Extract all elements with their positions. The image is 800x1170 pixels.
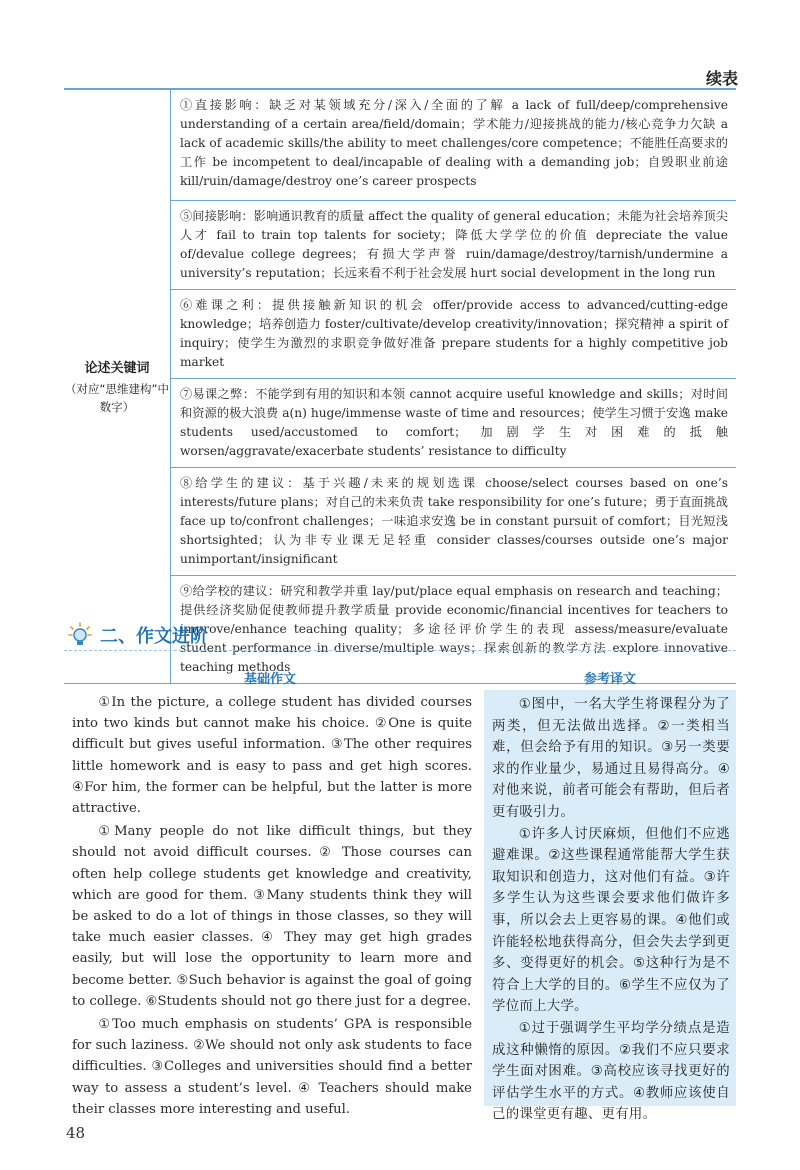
keyword-label-sub: （对应“思维建构”中数字） bbox=[65, 382, 169, 414]
translation-paragraph: ①过于强调学生平均学分绩点是造成这种懒惰的原因。②我们不应只要求学生面对困难。③高校应该寻找更好的评估学生水平的方式。④教师应该使自己的课堂更有趣、更有用。 bbox=[492, 1020, 730, 1123]
page-number: 48 bbox=[66, 1124, 86, 1142]
essay-paragraph: ①Too much emphasis on students’ GPA is responsible for such laziness. ②We should not only ask students to face difficulties. ③Colleges and universities should find a better way to assess a student’s level. ④ Teachers should make their classes more interesting and useful. bbox=[72, 1017, 472, 1117]
keyword-cell: ⑧给学生的建议：基于兴趣/未来的规划选课 choose/select courses based on one’s interests/future plans；对自己的未来负责 take responsibility for one’s future；勇于直面挑战 face up to/confront challenges；一味追求安逸 be in constant pursuit of comfort；目光短浅 shortsighted；认为非专业课无足轻重 consider classes/courses outside one’s major unimportant/insignificant bbox=[171, 468, 737, 576]
translation-title: 参考译文 bbox=[583, 672, 636, 687]
essay-body bbox=[72, 692, 472, 1122]
section-title: 二、作文进阶 bbox=[100, 626, 208, 647]
keyword-cell: ⑥难课之利：提供接触新知识的机会 offer/provide access to advanced/cutting-edge knowledge；培养创造力 foster/cultivate/develop creativity/innovation；探究精神 a spirit of inquiry；使学生为激烈的求职竞争做好准备 prepare students for a highly competitive job market bbox=[171, 290, 737, 379]
keyword-cell: ①直接影响：缺乏对某领域充分/深入/全面的了解 a lack of full/deep/comprehensive understanding of a certain area/field/domain；学术能力/迎接挑战的能力/核心竞争力欠缺 a lack of academic skills/the ability to meet challenges/core competence；不能胜任高要求的工作 be incompetent to deal/incapable of dealing with a demanding job；自毁职业前途 kill/ruin/damage/destroy one’s career prospects bbox=[171, 90, 737, 201]
lightbulb-icon bbox=[68, 622, 92, 648]
keyword-cell: ⑨给学校的建议：研究和教学并重 lay/put/place equal emphasis on research and teaching；提供经济奖励促使教师提升教学质量 provide economic/financial incentives for teachers to improve/enhance teaching quality；多途径评价学生的表现 assess/measure/evaluate student performance in diverse/multiple ways；探索创新的教学方法 explore innovative teaching methods bbox=[171, 576, 737, 684]
section-divider bbox=[64, 650, 736, 651]
translation-body bbox=[492, 694, 730, 1126]
essay-title: 基础作文 bbox=[243, 672, 296, 687]
essay-paragraph: ①Many people do not like difficult things, but they should not avoid difficult courses. ② Those courses can often help college students get knowledge and creativity, which are good for them. ③Many students think they will be asked to do a lot of things in those classes, so they will take much easier classes. ④ They may get high grades easily, but will lose the opportunity to learn more and become better. ⑤Such behavior is against the goal of going to college. ⑥Students should not go there just for a degree. bbox=[72, 824, 472, 1009]
keyword-label-main: 论述关键词 bbox=[84, 361, 150, 376]
keyword-cell: ⑦易课之弊：不能学到有用的知识和本领 cannot acquire useful knowledge and skills；对时间和资源的极大浪费 a(n) huge/immense waste of time and resources；使学生习惯于安逸 make students used/accustomed to comfort；加剧学生对困难的抵触 worsen/aggravate/exacerbate students’ resistance to difficulty bbox=[171, 379, 737, 468]
essay-paragraph: ①In the picture, a college student has divided courses into two kinds but cannot make his choice. ②One is quite difficult but gives useful information. ③The other requires little homework and is easy to pass and get high scores. ④For him, the former can be helpful, but the latter is more attractive. bbox=[72, 695, 472, 817]
continue-label: 续表 bbox=[705, 69, 738, 88]
translation-paragraph: ①图中，一名大学生将课程分为了两类，但无法做出选择。②一类相当难，但会给予有用的知识。③另一类要求的作业量少，易通过且易得高分。④对他来说，前者可能会有帮助，但后者更有吸引力。 bbox=[492, 697, 730, 820]
keyword-table bbox=[64, 89, 736, 684]
section-heading bbox=[68, 621, 736, 649]
translation-paragraph: ①许多人讨厌麻烦，但他们不应逃避难课。②这些课程通常能帮大学生获取知识和创造力，这对他们有益。③许多学生认为这些课会要求他们做许多事，所以会去上更容易的课。④他们或许能轻松地获得高分，但会失去学到更多、变得更好的机会。⑤这种行为是不符合上大学的目的。⑥学生不应仅为了学位而上大学。 bbox=[492, 826, 730, 1015]
keyword-label-cell bbox=[64, 90, 171, 684]
keyword-cell: ⑤间接影响：影响通识教育的质量 affect the quality of general education；未能为社会培养顶尖人才 fail to train top talents for society；降低大学学位的价值 depreciate the value of/devalue college degrees；有损大学声誉 ruin/damage/destroy/tarnish/undermine a university’s reputation；长远来看不利于社会发展 hurt social development in the long run bbox=[171, 201, 737, 290]
table-row bbox=[64, 90, 736, 201]
